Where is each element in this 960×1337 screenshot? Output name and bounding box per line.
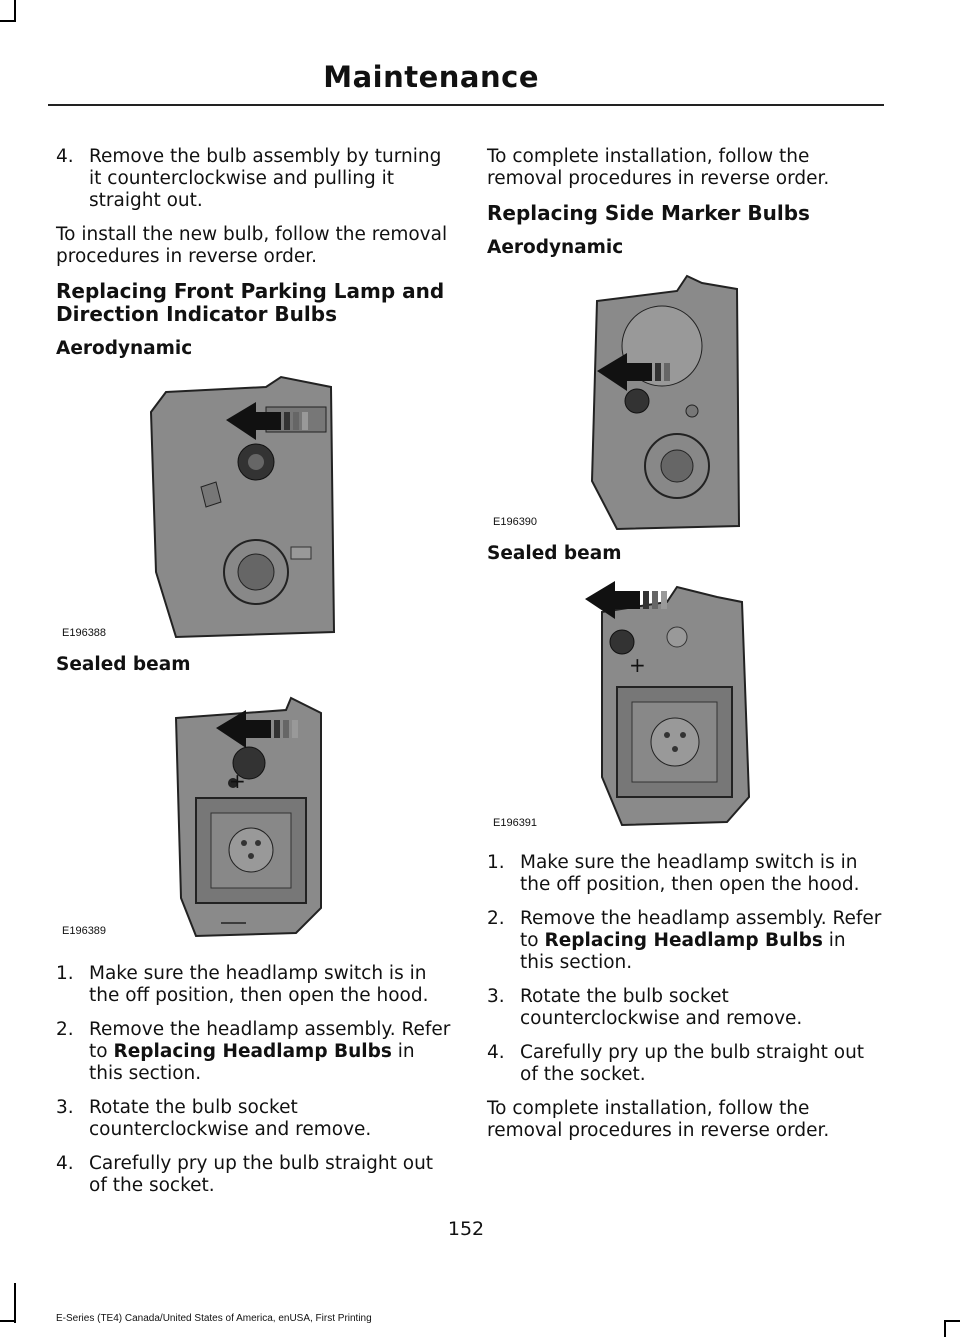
- figure-sealed-beam-side-marker: [487, 577, 882, 832]
- figure-sealed-beam-parking-lamp: [56, 688, 451, 943]
- complete-note: To complete installation, follow the removal procedures in reverse order.: [487, 146, 830, 189]
- figure-label: E196390: [493, 516, 538, 528]
- crop-mark: [14, 1283, 16, 1323]
- right-column: [487, 146, 882, 1154]
- list-item: 1. Make sure the headlamp switch is in the off position, then open the hood.: [56, 963, 429, 1006]
- svg-text:+: +: [629, 653, 646, 677]
- header-divider: [48, 104, 884, 106]
- cross-reference: Replacing Headlamp Bulbs: [113, 1041, 392, 1062]
- page-title: Maintenance: [323, 60, 539, 94]
- figure-aerodynamic-parking-lamp: [56, 372, 451, 642]
- section-title: Replacing Side Marker Bulbs: [487, 201, 810, 225]
- section-title: Replacing Front Parking Lamp and Direction Indicator Bulbs: [56, 279, 445, 326]
- list-item: 3. Rotate the bulb socket counterclockwise and remove.: [56, 1097, 372, 1140]
- install-note: To install the new bulb, follow the removal procedures in reverse order.: [56, 224, 448, 267]
- list-item: 2. Remove the headlamp assembly. Refer to Replacing Headlamp Bulbs in this section.: [56, 1019, 451, 1084]
- step-list: [56, 963, 451, 1197]
- svg-text:+: +: [229, 769, 246, 793]
- figure-label: E196389: [62, 925, 107, 937]
- crop-mark: [944, 1320, 960, 1322]
- complete-note: To complete installation, follow the removal procedures in reverse order.: [487, 1098, 830, 1141]
- figure-label: E196388: [62, 627, 107, 639]
- list-item: 4. Remove the bulb assembly by turning it counterclockwise and pulling it straight out.: [56, 146, 442, 211]
- crop-mark: [14, 0, 16, 22]
- left-column: [56, 146, 451, 1209]
- page-number: 152: [447, 1218, 485, 1240]
- headlamp-illustration: [56, 688, 451, 943]
- page-footer: E-Series (TE4) Canada/United States of America, enUSA, First Printing: [56, 1313, 372, 1324]
- aerodynamic-heading: Aerodynamic: [56, 338, 193, 359]
- headlamp-illustration: [487, 271, 882, 531]
- list-item: 1. Make sure the headlamp switch is in the off position, then open the hood.: [487, 852, 860, 895]
- aerodynamic-heading: Aerodynamic: [487, 237, 624, 258]
- headlamp-illustration: [56, 372, 451, 642]
- sealed-beam-heading: Sealed beam: [487, 543, 622, 564]
- cross-reference: Replacing Headlamp Bulbs: [544, 930, 823, 951]
- crop-mark: [944, 1320, 946, 1337]
- figure-aerodynamic-side-marker: [487, 271, 882, 531]
- sealed-beam-heading: Sealed beam: [56, 654, 191, 675]
- figure-label: E196391: [493, 817, 538, 829]
- crop-mark: [0, 20, 16, 22]
- list-item: 3. Rotate the bulb socket counterclockwise and remove.: [487, 986, 803, 1029]
- list-item: 4. Carefully pry up the bulb straight out of the socket.: [56, 1153, 434, 1196]
- step-list: [487, 852, 882, 1086]
- headlamp-illustration: [487, 577, 882, 832]
- list-item: 2. Remove the headlamp assembly. Refer to Replacing Headlamp Bulbs in this section.: [487, 908, 882, 973]
- crop-mark: [0, 1320, 16, 1322]
- list-item: 4. Carefully pry up the bulb straight out of the socket.: [487, 1042, 865, 1085]
